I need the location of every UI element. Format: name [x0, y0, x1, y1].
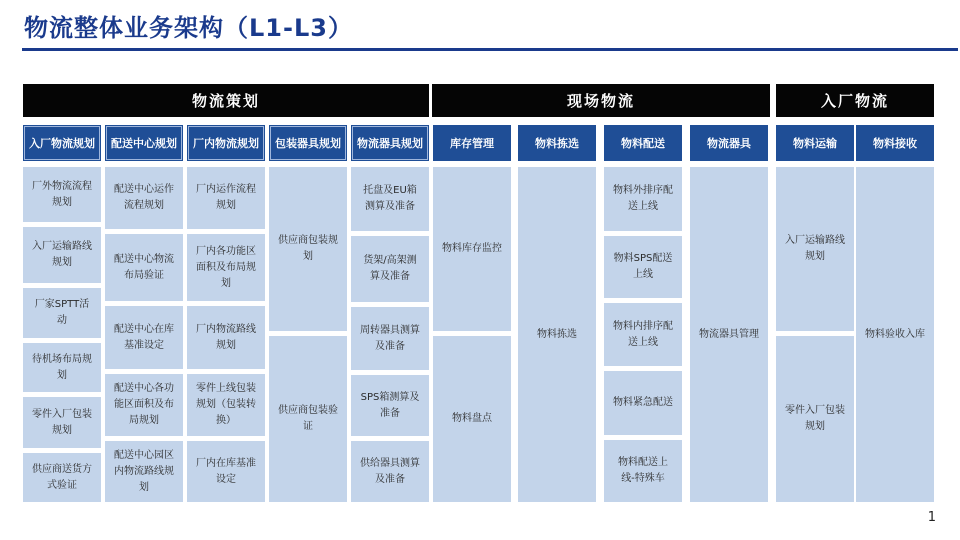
column-material-transport [776, 125, 854, 432]
list-item: 零件入厂包装规划 [776, 336, 854, 502]
list-item: 物料拣选 [518, 167, 596, 502]
list-item: 物料库存监控 [433, 167, 511, 331]
band-onsite-logistics: 现场物流 [432, 84, 770, 117]
list-item: 配送中心在库基准设定 [105, 306, 183, 369]
list-item: 零件入厂包装规划 [23, 397, 101, 448]
list-item: 物料配送上线-特殊车 [604, 440, 682, 502]
column-header: 物料配送 [604, 125, 682, 161]
list-item: 物料SPS配送上线 [604, 236, 682, 298]
list-item: 厂内物流路线规划 [187, 306, 265, 369]
list-item: 厂外物流流程规划 [23, 167, 101, 222]
list-item: 配送中心各功能区面积及布局规划 [105, 374, 183, 436]
list-item: 货架/高架测算及准备 [351, 236, 429, 302]
list-item: 物料验收入库 [856, 167, 934, 502]
list-item: 厂内在库基准设定 [187, 441, 265, 502]
list-item: 物流器具管理 [690, 167, 768, 502]
column-material-picking [518, 125, 596, 340]
column-header: 物流器具 [690, 125, 768, 161]
column-inplant-planning [187, 125, 265, 485]
column-header: 入厂物流规划 [23, 125, 101, 161]
list-item: 厂家SPTT活动 [23, 288, 101, 338]
column-header: 物料拣选 [518, 125, 596, 161]
column-header: 厂内物流规划 [187, 125, 265, 161]
column-equipment-planning [351, 125, 429, 485]
column-header: 物料运输 [776, 125, 854, 161]
list-item: 物料紧急配送 [604, 371, 682, 435]
list-item: 厂内运作流程规划 [187, 167, 265, 229]
list-item: 配送中心运作流程规划 [105, 167, 183, 229]
column-inventory-management [433, 125, 511, 424]
list-item: 供应商送货方式验证 [23, 453, 101, 502]
band-inbound-logistics: 入厂物流 [776, 84, 934, 117]
list-item: 待机场布局规划 [23, 343, 101, 392]
list-item: 配送中心物流布局验证 [105, 234, 183, 301]
band-logistics-planning: 物流策划 [23, 84, 429, 117]
column-header: 物料接收 [856, 125, 934, 161]
list-item: 供应商包装验证 [269, 336, 347, 502]
column-header: 配送中心规划 [105, 125, 183, 161]
list-item: 供给器具测算及准备 [351, 441, 429, 502]
list-item: 厂内各功能区面积及布局规划 [187, 234, 265, 301]
list-item: 配送中心园区内物流路线规划 [105, 441, 183, 502]
column-header: 物流器具规划 [351, 125, 429, 161]
list-item: 周转器具测算及准备 [351, 307, 429, 370]
column-logistics-equipment [690, 125, 768, 340]
list-item: SPS箱测算及准备 [351, 375, 429, 436]
list-item: 零件上线包装规划（包装转换） [187, 374, 265, 436]
column-material-receiving [856, 125, 934, 340]
column-inbound-planning [23, 125, 101, 491]
list-item: 供应商包装规划 [269, 167, 347, 331]
page-number: 1 [927, 510, 936, 525]
column-header: 库存管理 [433, 125, 511, 161]
page-title: 物流整体业务架构（L1-L3） [24, 14, 353, 42]
column-packaging-planning [269, 125, 347, 432]
column-header: 包装器具规划 [269, 125, 347, 161]
list-item: 入厂运输路线规划 [23, 227, 101, 283]
column-dc-planning [105, 125, 183, 493]
list-item: 物料盘点 [433, 336, 511, 502]
list-item: 物料外排序配送上线 [604, 167, 682, 231]
title-divider [22, 48, 958, 51]
list-item: 入厂运输路线规划 [776, 167, 854, 331]
column-material-delivery [604, 125, 682, 484]
list-item: 物料内排序配送上线 [604, 303, 682, 366]
list-item: 托盘及EU箱测算及准备 [351, 167, 429, 231]
